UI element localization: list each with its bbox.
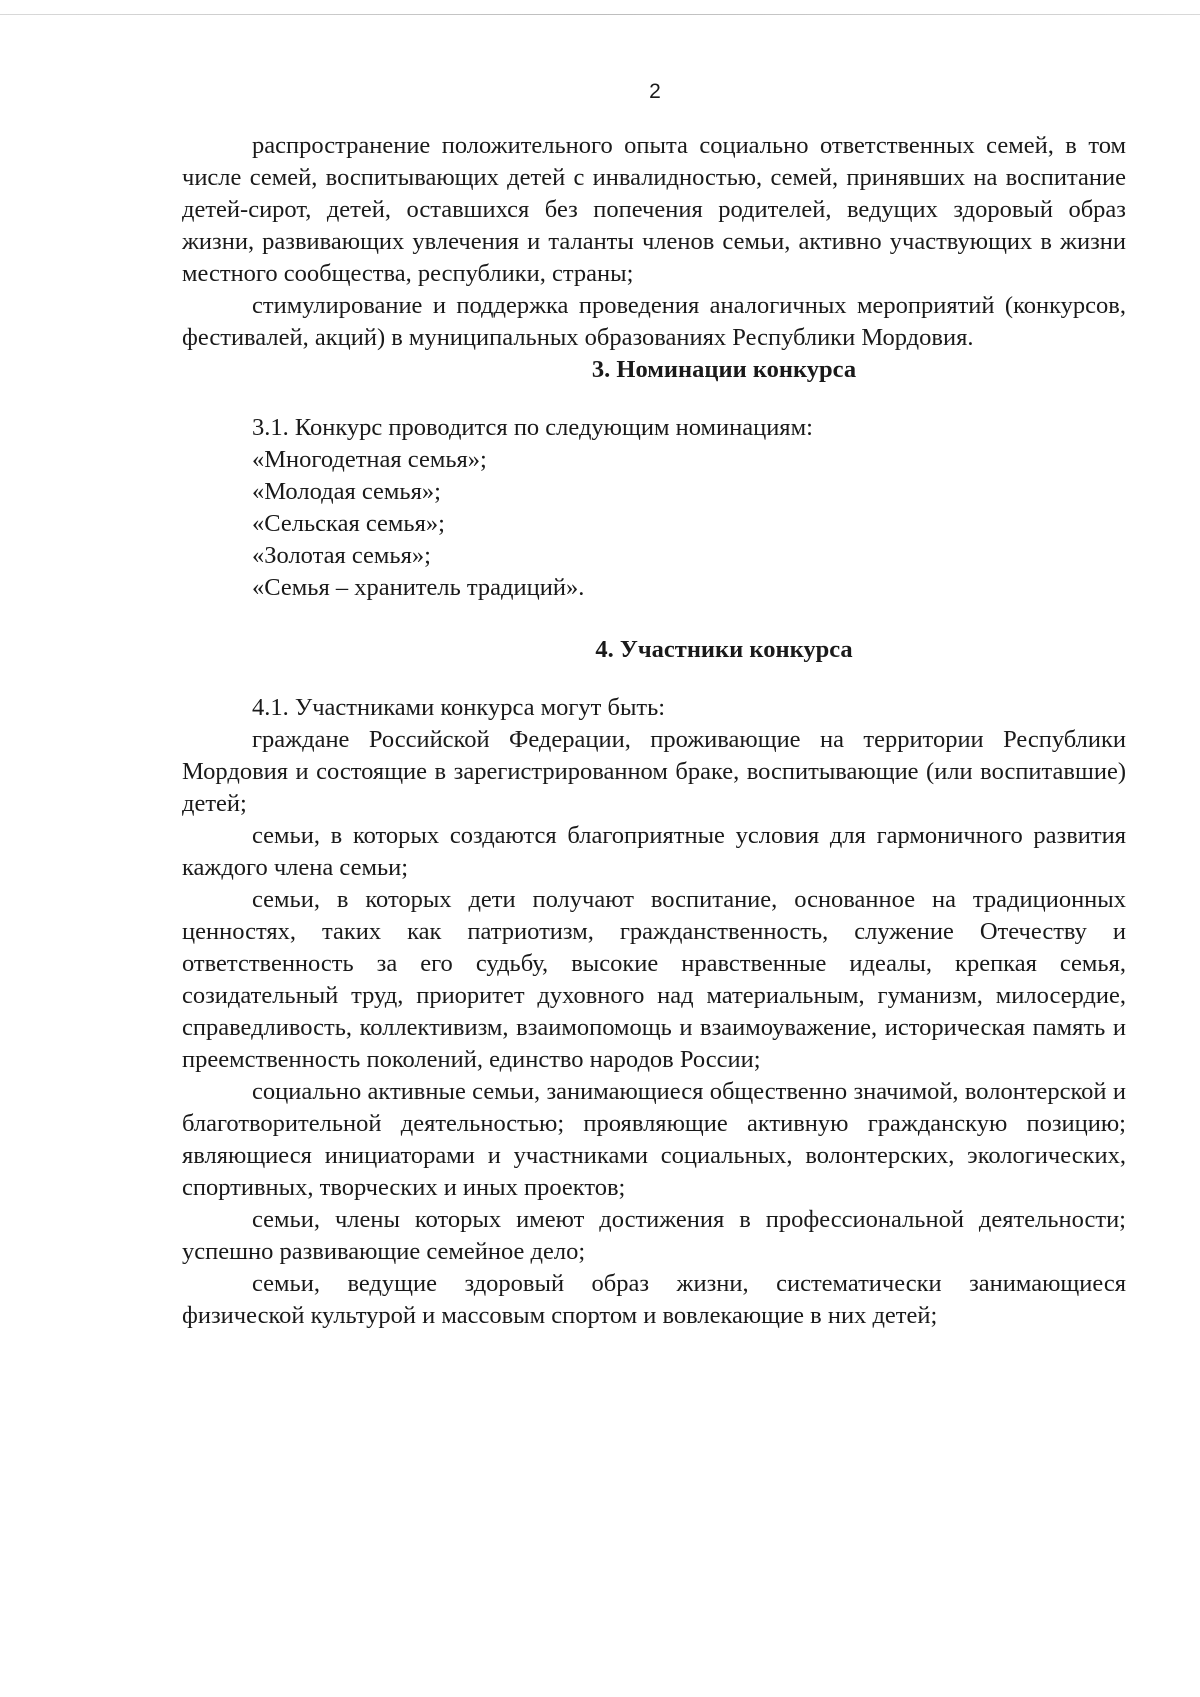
nomination-item: «Многодетная семья»; bbox=[252, 446, 487, 473]
participant-paragraph: семьи, члены которых имеют достижения в профессиональной деятельности; успешно развивающие семейное дело; bbox=[182, 1206, 1126, 1265]
page-number: 2 bbox=[649, 80, 661, 103]
nomination-item: «Семья – хранитель традиций». bbox=[252, 574, 585, 601]
section-4-intro: 4.1. Участниками конкурса могут быть: bbox=[252, 694, 666, 721]
section-3-title: 3. Номинации конкурса bbox=[591, 356, 857, 383]
section-4-title: 4. Участники конкурса bbox=[595, 636, 853, 663]
nomination-item: «Золотая семья»; bbox=[252, 542, 431, 569]
section-3-intro: 3.1. Конкурс проводится по следующим номинациям: bbox=[252, 414, 813, 441]
intro-paragraph-1: распространение положительного опыта социально ответственных семей, в том числе семей, воспитывающих детей с инвалидностью, семей, принявших на воспитание детей-сирот, детей, оставшихся без попечения родителей, ведущих здоровый образ жизни, развивающих увлечения и таланты членов семьи, активно участвующих в жизни местного сообщества, республики, страны; bbox=[182, 132, 1126, 287]
participant-paragraph: граждане Российской Федерации, проживающие на территории Республики Мордовия и состоящие в зарегистрированном браке, воспитывающие (или воспитавшие) детей; bbox=[182, 726, 1126, 817]
participant-paragraph: социально активные семьи, занимающиеся общественно значимой, волонтерской и благотворительной деятельностью; проявляющие активную гражданскую позицию; являющиеся инициаторами и участниками социальных, волонтерских, экологических, спортивных, творческих и иных проектов; bbox=[182, 1078, 1126, 1201]
nomination-item: «Сельская семья»; bbox=[252, 510, 445, 537]
intro-paragraph-2: стимулирование и поддержка проведения аналогичных мероприятий (конкурсов, фестивалей, акций) в муниципальных образованиях Республики Мордовия. bbox=[182, 292, 1126, 351]
participant-paragraph: семьи, в которых создаются благоприятные условия для гармоничного развития каждого члена семьи; bbox=[182, 822, 1126, 881]
participant-paragraph: семьи, ведущие здоровый образ жизни, систематически занимающиеся физической культурой и массовым спортом и вовлекающие в них детей; bbox=[182, 1270, 1126, 1329]
scan-top-edge bbox=[0, 14, 1200, 15]
document-body bbox=[182, 130, 1126, 1332]
participant-paragraph: семьи, в которых дети получают воспитание, основанное на традиционных ценностях, таких как патриотизм, гражданственность, служение Отечеству и ответственность за его судьбу, высокие нравственные идеалы, крепкая семья, созидательный труд, приоритет духовного над материальным, гуманизм, милосердие, справедливость, коллективизм, взаимопомощь и взаимоуважение, историческая память и преемственность поколений, единство народов России; bbox=[182, 886, 1126, 1073]
nomination-item: «Молодая семья»; bbox=[252, 478, 441, 505]
